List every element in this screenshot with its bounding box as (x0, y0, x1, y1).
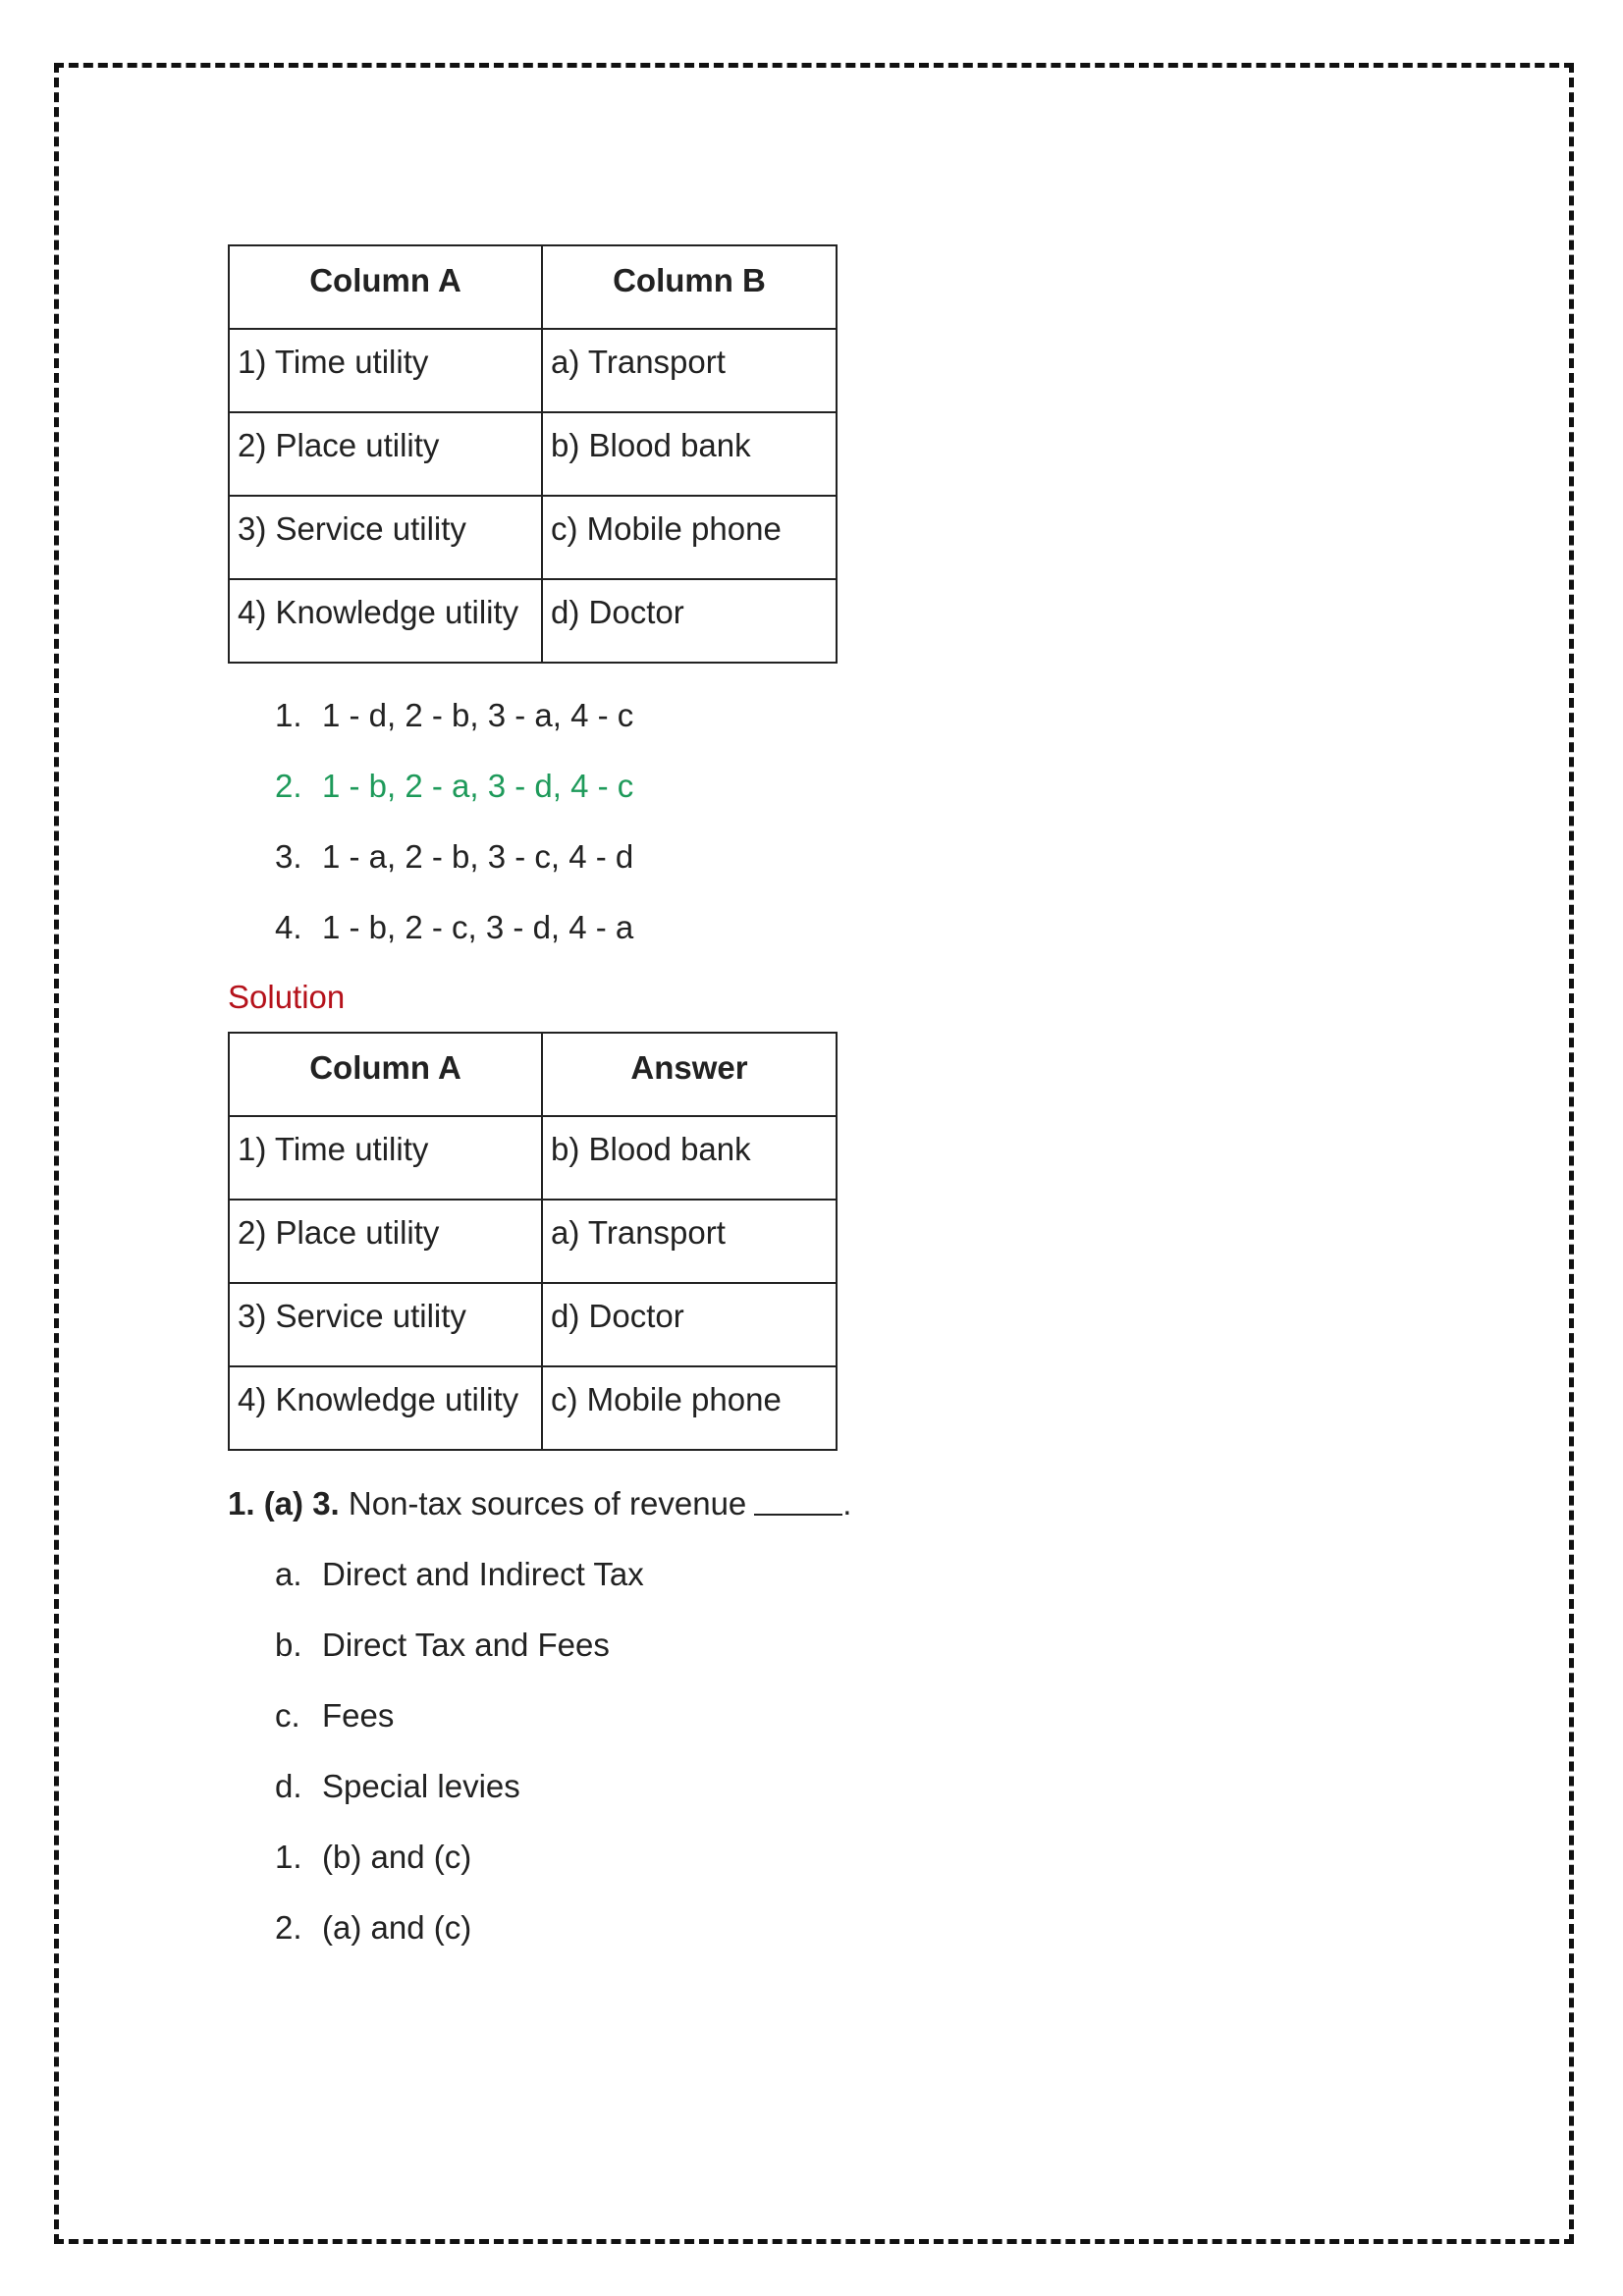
choice-label: c. (275, 1697, 300, 1734)
choice-label: b. (275, 1627, 302, 1663)
list-item (275, 1681, 1406, 1751)
choice-label: a. (275, 1556, 302, 1592)
option-number: 4. (275, 909, 302, 945)
match-table-question (228, 244, 838, 664)
table-cell: 1) Time utility (229, 1116, 542, 1200)
table-cell: 4) Knowledge utility (229, 579, 542, 663)
table-row (229, 1366, 837, 1450)
table-row (229, 579, 837, 663)
option-number: 1. (275, 697, 302, 733)
column-a-header: Column A (229, 245, 542, 329)
table-cell: d) Doctor (542, 1283, 837, 1366)
answer-options (228, 680, 1406, 963)
choice-label: 2. (275, 1909, 302, 1946)
list-item (275, 1822, 1406, 1893)
choice-text: Fees (322, 1697, 395, 1734)
choice-label: 1. (275, 1839, 302, 1875)
match-table-solution (228, 1032, 838, 1451)
question-choices (228, 1539, 1406, 1963)
list-item (275, 822, 1406, 892)
list-item (275, 1539, 1406, 1610)
list-item (275, 1610, 1406, 1681)
option-text: 1 - a, 2 - b, 3 - c, 4 - d (322, 838, 634, 875)
table-row (229, 329, 837, 412)
table-cell: d) Doctor (542, 579, 837, 663)
option-text: 1 - b, 2 - c, 3 - d, 4 - a (322, 909, 634, 945)
question-suffix: . (842, 1485, 852, 1522)
correct-option (275, 751, 1406, 822)
option-text: 1 - b, 2 - a, 3 - d, 4 - c (322, 768, 634, 804)
list-item (275, 1751, 1406, 1822)
table-cell: 3) Service utility (229, 1283, 542, 1366)
choice-text: Direct and Indirect Tax (322, 1556, 644, 1592)
option-text: 1 - d, 2 - b, 3 - a, 4 - c (322, 697, 634, 733)
table-cell: 2) Place utility (229, 1200, 542, 1283)
table-cell: b) Blood bank (542, 412, 837, 496)
table-cell: 4) Knowledge utility (229, 1366, 542, 1450)
choice-text: Special levies (322, 1768, 520, 1804)
table-cell: 2) Place utility (229, 412, 542, 496)
question-text (228, 1468, 1406, 1539)
list-item (275, 1893, 1406, 1963)
choice-label: d. (275, 1768, 302, 1804)
table-cell: a) Transport (542, 329, 837, 412)
list-item (275, 680, 1406, 751)
option-number: 2. (275, 768, 302, 804)
question-number: 1. (a) 3. (228, 1485, 340, 1522)
table-row (229, 1200, 837, 1283)
table-cell: c) Mobile phone (542, 1366, 837, 1450)
table-row (229, 1283, 837, 1366)
page-content (228, 244, 1406, 1963)
answer-header: Answer (542, 1033, 837, 1116)
table-cell: b) Blood bank (542, 1116, 837, 1200)
table-row (229, 1116, 837, 1200)
choice-text: Direct Tax and Fees (322, 1627, 610, 1663)
table-cell: a) Transport (542, 1200, 837, 1283)
table-row (229, 496, 837, 579)
solution-heading: Solution (228, 979, 346, 1015)
list-item (275, 892, 1406, 963)
question-body: Non-tax sources of revenue (348, 1485, 747, 1522)
table-header-row (229, 245, 837, 329)
table-header-row (229, 1033, 837, 1116)
choice-text: (b) and (c) (322, 1839, 472, 1875)
answer-blank (754, 1492, 842, 1516)
table-row (229, 412, 837, 496)
table-cell: c) Mobile phone (542, 496, 837, 579)
column-a-header: Column A (229, 1033, 542, 1116)
column-b-header: Column B (542, 245, 837, 329)
option-number: 3. (275, 838, 302, 875)
choice-text: (a) and (c) (322, 1909, 472, 1946)
table-cell: 1) Time utility (229, 329, 542, 412)
table-cell: 3) Service utility (229, 496, 542, 579)
